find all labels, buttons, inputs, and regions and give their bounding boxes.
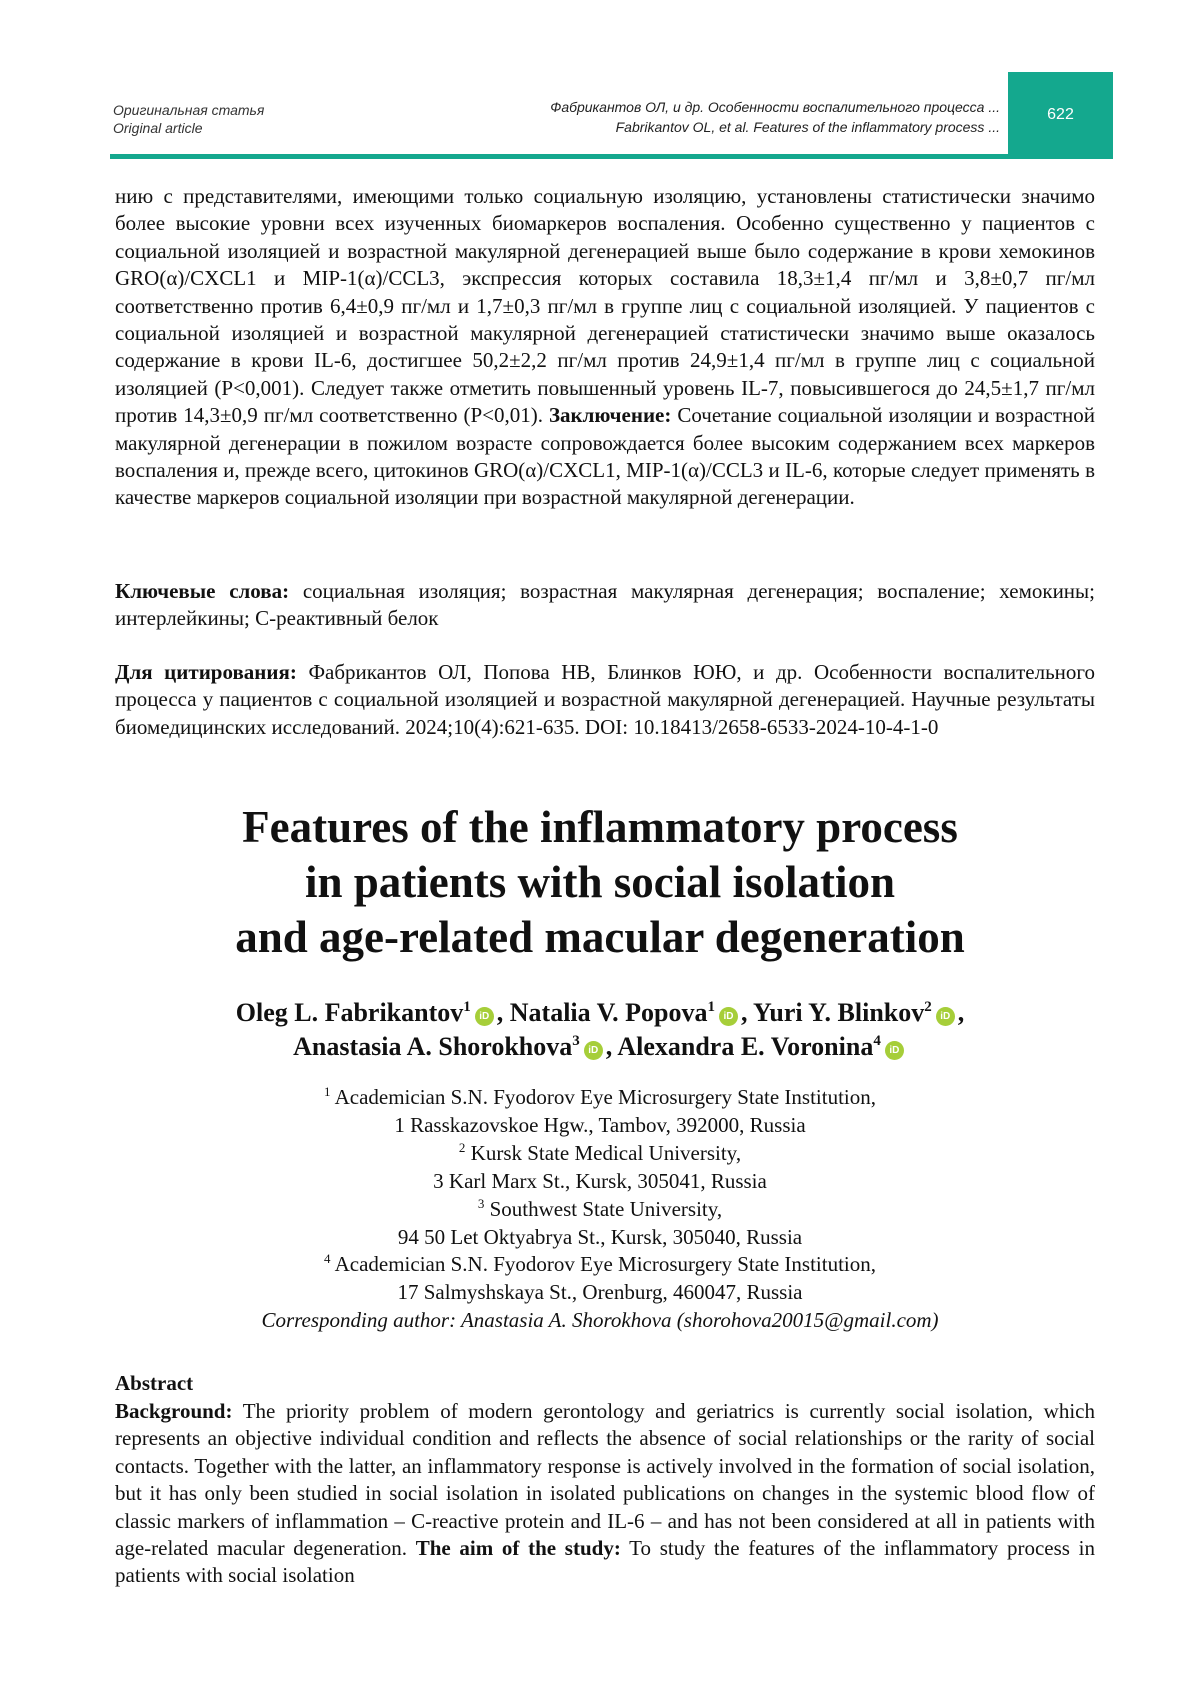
orcid-icon[interactable]: iD: [719, 1007, 738, 1026]
affiliation-name: 4 Academician S.N. Fyodorov Eye Microsurgery State Institution,: [100, 1251, 1100, 1279]
orcid-icon[interactable]: iD: [475, 1007, 494, 1026]
author-list: Oleg L. Fabrikantov1iD , Natalia V. Popova1iD , Yuri Y. Blinkov2iD , Anastasia A. Shorokhova3iD , Alexandra E. Voronina4iD: [100, 996, 1100, 1064]
citation-label: Для цитирования:: [115, 660, 297, 684]
affiliation-address: 94 50 Let Oktyabrya St., Kursk, 305040, Russia: [100, 1224, 1100, 1252]
aim-text: To study the features of the inflammatory process in patients with social isolation: [115, 1536, 1095, 1587]
header-rule: [110, 154, 1113, 159]
affiliation-name: 1 Academician S.N. Fyodorov Eye Microsurgery State Institution,: [100, 1084, 1100, 1112]
author-name: Oleg L. Fabrikantov: [236, 998, 464, 1027]
affiliation-number: 4: [324, 1251, 331, 1266]
citation: [115, 659, 1095, 741]
author-affiliation-number: 2: [924, 999, 932, 1015]
background-label: Background:: [115, 1399, 232, 1423]
author-name: Yuri Y. Blinkov: [753, 998, 924, 1027]
orcid-icon[interactable]: iD: [584, 1041, 603, 1060]
orcid-icon[interactable]: iD: [885, 1041, 904, 1060]
running-title: [550, 97, 1000, 137]
conclusion-text: Сочетание социальной изоляции и возрастной макулярной дегенерации в пожилом возрасте сопровождается более высоким содержанием всех маркеров воспаления и, прежде всего, цитокинов GRO(α)/CXCL1, MIP-1(α)/CCL3 и IL-6, которые следует применять в качестве маркеров социальной изоляции при возрастной макулярной дегенерации.: [115, 403, 1095, 509]
aim-label: The aim of the study:: [416, 1536, 621, 1560]
author-affiliation-number: 3: [572, 1033, 580, 1049]
abstract-text: [115, 1398, 1095, 1590]
affiliation-address: 17 Salmyshskaya St., Orenburg, 460047, Russia: [100, 1279, 1100, 1307]
affiliation-address: 3 Karl Marx St., Kursk, 305041, Russia: [100, 1168, 1100, 1196]
article-type-ru: Оригинальная статья: [113, 101, 264, 119]
article-type: [113, 101, 264, 137]
article-title: [100, 800, 1100, 965]
title-line-1: Features of the inflammatory process: [100, 800, 1100, 855]
abstract-heading: Abstract: [115, 1371, 193, 1396]
affiliation-number: 2: [459, 1140, 466, 1155]
page-number: 622: [1008, 72, 1113, 158]
corresponding-author: Corresponding author: Anastasia A. Shorokhova (shorohova20015@gmail.com): [100, 1307, 1100, 1335]
running-title-ru: Фабрикантов ОЛ, и др. Особенности воспалительного процесса ...: [550, 97, 1000, 117]
keywords-text: социальная изоляция; возрастная макулярная дегенерация; воспаление; хемокины; интерлейкины; С-реактивный белок: [115, 579, 1095, 630]
author-name: Alexandra E. Voronina: [617, 1032, 873, 1061]
title-line-2: in patients with social isolation: [100, 855, 1100, 910]
author-affiliation-number: 1: [463, 999, 471, 1015]
background-text: The priority problem of modern gerontology and geriatrics is currently social isolation, which represents an objective individual condition and reflects the absence of social relationships or the rarity of social contacts. Together with the latter, an inflammatory response is actively involved in the formation of social isolation, but it has only been studied in social isolation in isolated publications on changes in the systemic blood flow of classic markers of inflammation – C-reactive protein and IL-6 – and has not been considered at all in patients with age-related macular degeneration.: [115, 1399, 1095, 1560]
author-affiliation-number: 4: [873, 1033, 881, 1049]
running-title-en: Fabrikantov OL, et al. Features of the inflammatory process ...: [550, 117, 1000, 137]
orcid-icon[interactable]: iD: [936, 1007, 955, 1026]
affiliation-number: 3: [478, 1196, 485, 1211]
title-line-3: and age-related macular degeneration: [100, 910, 1100, 965]
ru-keywords: [115, 578, 1095, 633]
keywords-label: Ключевые слова:: [115, 579, 289, 603]
author-name: Anastasia A. Shorokhova: [293, 1032, 572, 1061]
affiliation-name: 2 Kursk State Medical University,: [100, 1140, 1100, 1168]
ru-abstract-part1: нию с представителями, имеющими только социальную изоляцию, установлены статистически значимо более высокие уровни всех изученных биомаркеров воспаления. Особенно существенно у пациентов с социальной изоляцией и возрастной макулярной дегенерацией выше было содержание в крови хемокинов GRO(α)/CXCL1 и MIP-1(α)/CCL3, экспрессия которых составила 18,3±1,4 пг/мл и 3,8±0,7 пг/мл соответственно против 6,4±0,9 пг/мл и 1,7±0,3 пг/мл в группе лиц с социальной изоляцией. У пациентов с социальной изоляцией и возрастной макулярной дегенерацией статистически значимо выше оказалось содержание в крови IL-6, достигшее 50,2±2,2 пг/мл против 24,9±1,4 пг/мл в группе лиц с социальной изоляцией (P<0,001). Следует также отметить повышенный уровень IL-7, повысившегося до 24,5±1,7 пг/мл против 14,3±0,9 пг/мл соответственно (P<0,01).: [115, 184, 1095, 427]
citation-text: Фабрикантов ОЛ, Попова НВ, Блинков ЮЮ, и др. Особенности воспалительного процесса у пациентов с социальной изоляцией и возрастной макулярной дегенерацией. Научные результаты биомедицинских исследований. 2024;10(4):621-635. DOI: 10.18413/2658-6533-2024-10-4-1-0: [115, 660, 1095, 739]
affiliations: [100, 1084, 1100, 1335]
ru-abstract-text: [115, 183, 1095, 512]
author-affiliation-number: 1: [707, 999, 715, 1015]
author-name: Natalia V. Popova: [510, 998, 708, 1027]
affiliation-name: 3 Southwest State University,: [100, 1196, 1100, 1224]
affiliation-address: 1 Rasskazovskoe Hgw., Tambov, 392000, Russia: [100, 1112, 1100, 1140]
conclusion-label: Заключение:: [549, 403, 671, 427]
article-type-en: Original article: [113, 119, 264, 137]
affiliation-number: 1: [324, 1084, 331, 1099]
